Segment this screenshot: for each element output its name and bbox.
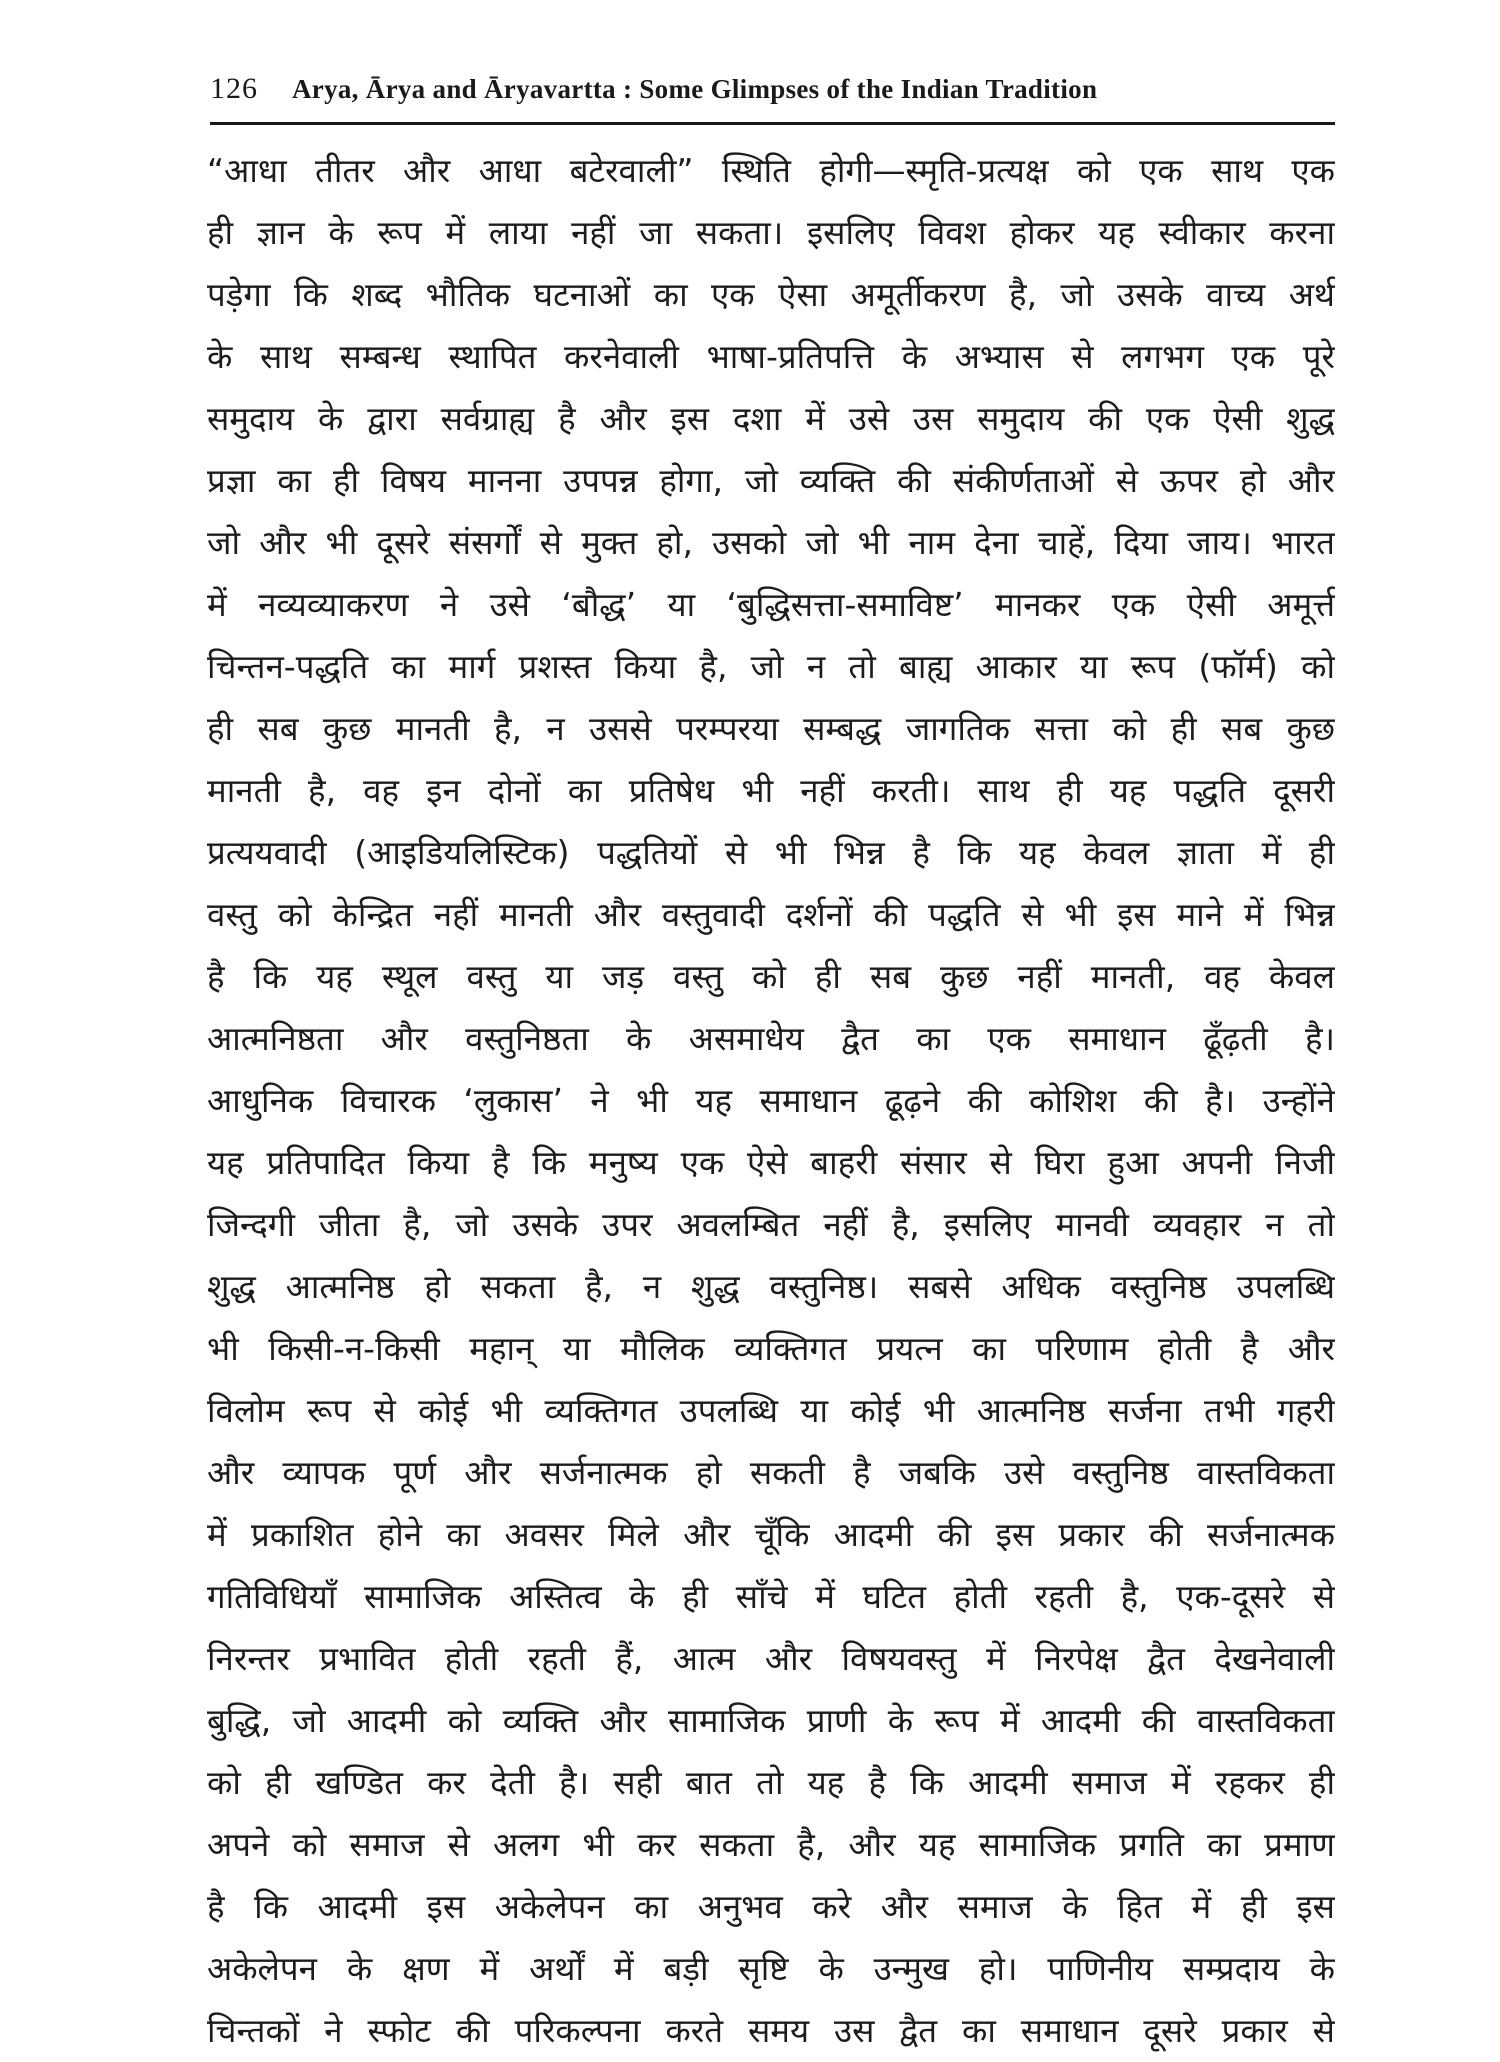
text-line: के साथ सम्बन्ध स्थापित करनेवाली भाषा-प्रतिपत्ति के अभ्यास से लगभग एक पूरे	[207, 337, 1335, 376]
text-line: प्रत्ययवादी (आइडियलिस्टिक) पद्धतियों से भी भिन्न है कि यह केवल ज्ञाता में ही	[207, 833, 1335, 872]
running-title: Arya, Ārya and Āryavartta : Some Glimpses of the Indian Tradition	[292, 74, 1098, 104]
text-line: में नव्यव्याकरण ने उसे ‘बौद्ध’ या ‘बुद्धिसत्ता-समाविष्ट’ मानकर एक ऐसी अमूर्त्त	[207, 585, 1335, 624]
text-line: है कि आदमी इस अकेलेपन का अनुभव करे और समाज के हित में ही इस	[207, 1887, 1335, 1926]
text-line: अपने को समाज से अलग भी कर सकता है, और यह सामाजिक प्रगति का प्रमाण	[207, 1825, 1335, 1864]
text-line: ही सब कुछ मानती है, न उससे परम्परया सम्बद्ध जागतिक सत्ता को ही सब कुछ	[207, 709, 1335, 748]
body-paragraph	[207, 140, 1335, 2062]
text-line: चिन्तन-पद्धति का मार्ग प्रशस्त किया है, जो न तो बाह्य आकार या रूप (फॉर्म) को	[207, 647, 1335, 686]
text-line: जो और भी दूसरे संसर्गों से मुक्त हो, उसको जो भी नाम देना चाहें, दिया जाय। भारत	[207, 523, 1335, 562]
text-line: और व्यापक पूर्ण और सर्जनात्मक हो सकती है जबकि उसे वस्तुनिष्ठ वास्तविकता	[207, 1453, 1335, 1492]
text-line: प्रज्ञा का ही विषय मानना उपपन्न होगा, जो व्यक्ति की संकीर्णताओं से ऊपर हो और	[207, 461, 1335, 500]
text-line: वस्तु को केन्द्रित नहीं मानती और वस्तुवादी दर्शनों की पद्धति से भी इस माने में भिन्न	[207, 895, 1335, 934]
running-header	[210, 72, 1335, 122]
text-line: अकेलेपन के क्षण में अर्थों में बड़ी सृष्टि के उन्मुख हो। पाणिनीय सम्प्रदाय के	[207, 1949, 1335, 1988]
text-line: जिन्दगी जीता है, जो उसके उपर अवलम्बित नहीं है, इसलिए मानवी व्यवहार न तो	[207, 1205, 1335, 1244]
text-line: मानती है, वह इन दोनों का प्रतिषेध भी नहीं करती। साथ ही यह पद्धति दूसरी	[207, 771, 1335, 810]
text-line: चिन्तकों ने स्फोट की परिकल्पना करते समय उस द्वैत का समाधान दूसरे प्रकार से	[207, 2011, 1335, 2050]
text-line: बुद्धि, जो आदमी को व्यक्ति और सामाजिक प्राणी के रूप में आदमी की वास्तविकता	[207, 1701, 1335, 1740]
text-line: निरन्तर प्रभावित होती रहती हैं, आत्म और विषयवस्तु में निरपेक्ष द्वैत देखनेवाली	[207, 1639, 1335, 1678]
text-line: विलोम रूप से कोई भी व्यक्तिगत उपलब्धि या कोई भी आत्मनिष्ठ सर्जना तभी गहरी	[207, 1391, 1335, 1430]
text-line: समुदाय के द्वारा सर्वग्राह्य है और इस दशा में उसे उस समुदाय की एक ऐसी शुद्ध	[207, 399, 1335, 438]
header-rule	[210, 122, 1335, 125]
text-line: आत्मनिष्ठता और वस्तुनिष्ठता के असमाधेय द्वैत का एक समाधान ढूँढ़ती है।	[207, 1019, 1335, 1058]
text-line: “आधा तीतर और आधा बटेरवाली” स्थिति होगी—स्मृति-प्रत्यक्ष को एक साथ एक	[207, 151, 1335, 190]
text-line: ही ज्ञान के रूप में लाया नहीं जा सकता। इसलिए विवश होकर यह स्वीकार करना	[207, 213, 1335, 252]
text-line: को ही खण्डित कर देती है। सही बात तो यह है कि आदमी समाज में रहकर ही	[207, 1763, 1335, 1802]
text-line: है कि यह स्थूल वस्तु या जड़ वस्तु को ही सब कुछ नहीं मानती, वह केवल	[207, 957, 1335, 996]
text-line: गतिविधियाँ सामाजिक अस्तित्व के ही साँचे में घटित होती रहती है, एक-दूसरे से	[207, 1577, 1335, 1616]
text-line: आधुनिक विचारक ‘लुकास’ ने भी यह समाधान ढूढ़ने की कोशिश की है। उन्होंने	[207, 1081, 1335, 1120]
text-line: यह प्रतिपादित किया है कि मनुष्य एक ऐसे बाहरी संसार से घिरा हुआ अपनी निजी	[207, 1143, 1335, 1182]
text-line: भी किसी-न-किसी महान् या मौलिक व्यक्तिगत प्रयत्न का परिणाम होती है और	[207, 1329, 1335, 1368]
text-line: में प्रकाशित होने का अवसर मिले और चूँकि आदमी की इस प्रकार की सर्जनात्मक	[207, 1515, 1335, 1554]
page-number: 126	[210, 72, 258, 105]
text-line: शुद्ध आत्मनिष्ठ हो सकता है, न शुद्ध वस्तुनिष्ठ। सबसे अधिक वस्तुनिष्ठ उपलब्धि	[207, 1267, 1335, 1306]
text-line: पड़ेगा कि शब्द भौतिक घटनाओं का एक ऐसा अमूर्तीकरण है, जो उसके वाच्य अर्थ	[207, 275, 1335, 314]
